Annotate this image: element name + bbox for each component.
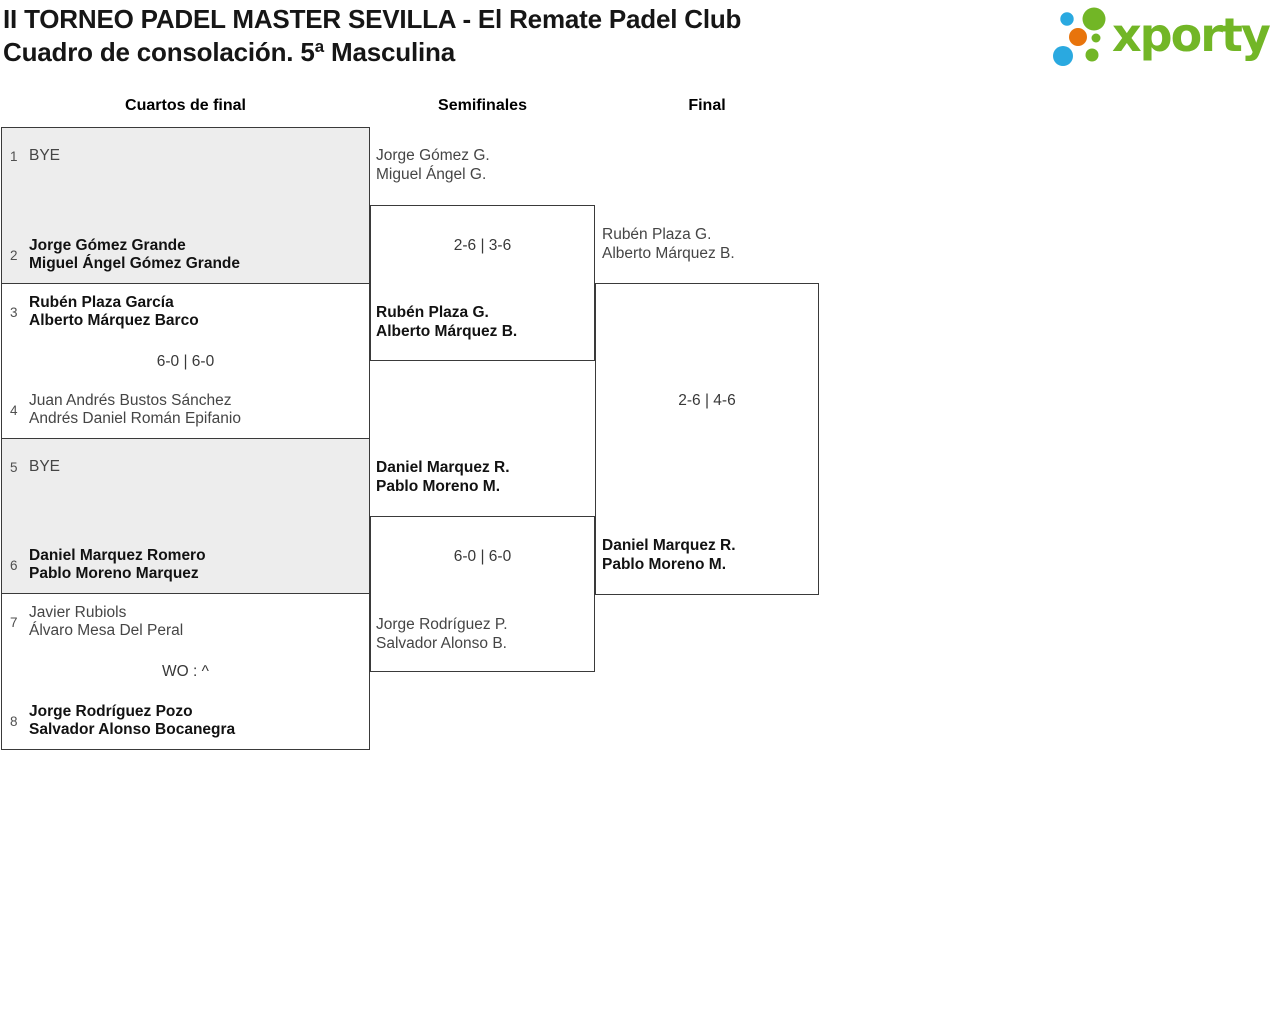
match-score: 6-0 | 6-0 <box>156 353 215 370</box>
logo-dot-blue-small <box>1060 12 1073 25</box>
team-slot-seed2 <box>10 235 363 275</box>
seed-number: 3 <box>10 304 18 320</box>
team-names: Rubén Plaza García Alberto Márquez Barco <box>29 293 199 329</box>
match-score: 2-6 | 4-6 <box>678 392 736 409</box>
seed-number: 8 <box>10 713 18 729</box>
team-names: Jorge Rodríguez Pozo Salvador Alonso Bocanegra <box>29 702 236 738</box>
title-line-2: Cuadro de consolación. 5ª Masculina <box>3 37 455 67</box>
sf2-team-bottom: Jorge Rodríguez P. Salvador Alonso B. <box>376 616 508 652</box>
match-score: 2-6 | 3-6 <box>453 237 512 254</box>
round-header-cuartos: Cuartos de final <box>125 97 246 114</box>
xporty-logo <box>1050 0 1280 70</box>
final-team-bottom: Daniel Marquez R. Pablo Moreno M. <box>602 537 736 573</box>
team-slot-seed3 <box>10 292 363 332</box>
team-names: Juan Andrés Bustos Sánchez Andrés Daniel Román Epifanio <box>29 391 241 427</box>
team-names: Daniel Marquez Romero Pablo Moreno Marquez <box>29 546 206 582</box>
team-names: Jorge Gómez Grande Miguel Ángel Gómez Grande <box>29 236 240 272</box>
seed-number: 7 <box>10 614 18 630</box>
match-score: 6-0 | 6-0 <box>453 548 512 565</box>
seed-number: 2 <box>10 247 18 263</box>
title-line-1: II TORNEO PADEL MASTER SEVILLA - El Remate Padel Club <box>3 4 742 34</box>
seed-number: 5 <box>10 459 18 475</box>
logo-dot-green-large <box>1083 8 1106 31</box>
logo-dot-orange <box>1069 28 1087 46</box>
logo-dot-blue-large <box>1053 46 1073 66</box>
page-title <box>3 3 741 69</box>
team-slot-seed1 <box>10 136 363 176</box>
team-names: BYE <box>29 457 61 475</box>
team-names: Javier Rubiols Álvaro Mesa Del Peral <box>29 603 184 639</box>
sf1-team-bottom: Rubén Plaza G. Alberto Márquez B. <box>376 304 518 340</box>
final-team-top: Rubén Plaza G. Alberto Márquez B. <box>602 226 735 262</box>
match-box-qf2 <box>1 283 370 439</box>
seed-number: 4 <box>10 402 18 418</box>
logo-dot-green-small <box>1086 49 1099 62</box>
match-box-qf3 <box>1 438 370 594</box>
match-score: WO : ^ <box>162 663 209 680</box>
match-box-qf1 <box>1 127 370 284</box>
team-slot-seed4 <box>10 390 363 430</box>
sf2-team-top: Daniel Marquez R. Pablo Moreno M. <box>376 459 510 495</box>
seed-number: 1 <box>10 148 18 164</box>
team-names: BYE <box>29 146 61 164</box>
team-slot-seed7 <box>10 602 363 642</box>
round-header-final: Final <box>688 97 726 114</box>
team-slot-seed6 <box>10 545 363 585</box>
sf1-team-top: Jorge Gómez G. Miguel Ángel G. <box>376 147 490 183</box>
match-box-qf4 <box>1 593 370 750</box>
round-header-semifinales: Semifinales <box>438 97 527 114</box>
team-slot-seed5 <box>10 447 363 487</box>
team-slot-seed8 <box>10 701 363 741</box>
logo-dot-green-tiny <box>1092 34 1101 43</box>
logo-wordmark: xporty <box>1112 8 1269 62</box>
seed-number: 6 <box>10 557 18 573</box>
